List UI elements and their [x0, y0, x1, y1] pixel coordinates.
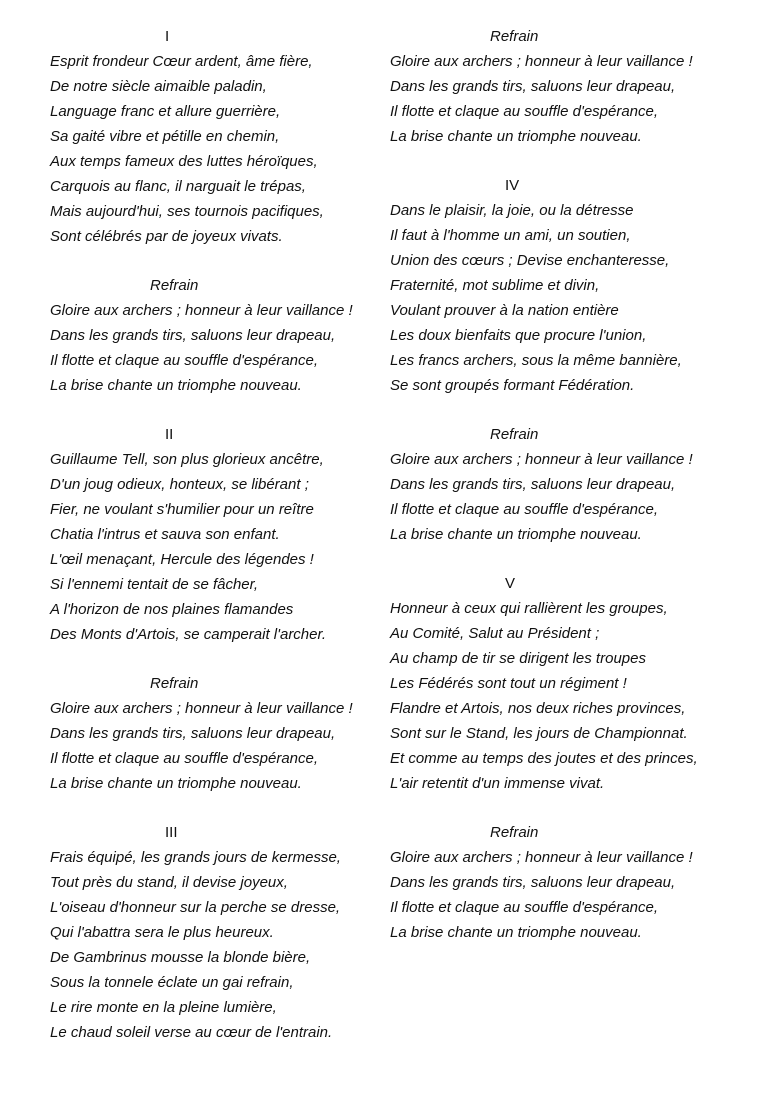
verse-line: Le chaud soleil verse au cœur de l'entrain.: [50, 1024, 333, 1041]
verse-line: Des Monts d'Artois, se camperait l'archer.: [50, 626, 327, 643]
verse-line: Au Comité, Salut au Président ;: [390, 625, 600, 642]
verse-line: L'œil menaçant, Hercule des légendes !: [50, 551, 314, 568]
verse-line: Sous la tonnele éclate un gai refrain,: [50, 974, 294, 991]
verse-line: Les Fédérés sont tout un régiment !: [390, 675, 627, 692]
refrain-stanza: [390, 820, 710, 945]
verse-line: Et comme au temps des joutes et des princes,: [390, 750, 698, 767]
verse-line: De notre siècle aimaible paladin,: [50, 78, 267, 95]
refrain-heading: Refrain: [490, 824, 539, 841]
verse-line: La brise chante un triomphe nouveau.: [50, 377, 302, 394]
verse-line: La brise chante un triomphe nouveau.: [390, 526, 642, 543]
verse-line: Les francs archers, sous la même bannière,: [390, 352, 682, 369]
verse-line: Dans les grands tirs, saluons leur drapeau,: [390, 874, 676, 891]
verse-line: La brise chante un triomphe nouveau.: [390, 924, 642, 941]
verse-stanza: [50, 422, 370, 647]
verse-stanza: [50, 24, 370, 249]
verse-line: Tout près du stand, il devise joyeux,: [50, 874, 288, 891]
verse-line: Il flotte et claque au souffle d'espérance,: [390, 103, 659, 120]
verse-line: Flandre et Artois, nos deux riches provinces,: [390, 700, 686, 717]
refrain-heading: Refrain: [150, 675, 199, 692]
verse-line: Gloire aux archers ; honneur à leur vaillance !: [390, 451, 693, 468]
verse-line: Frais équipé, les grands jours de kermesse,: [50, 849, 341, 866]
verse-line: Gloire aux archers ; honneur à leur vaillance !: [390, 53, 693, 70]
verse-line: Dans les grands tirs, saluons leur drapeau,: [390, 476, 676, 493]
verse-line: Chatia l'intrus et sauva son enfant.: [50, 526, 280, 543]
verse-line: Les doux bienfaits que procure l'union,: [390, 327, 647, 344]
verse-line: Sont sur le Stand, les jours de Championnat.: [390, 725, 688, 742]
verse-line: Il faut à l'homme un ami, un soutien,: [390, 227, 631, 244]
verse-line: L'air retentit d'un immense vivat.: [390, 775, 605, 792]
verse-line: Gloire aux archers ; honneur à leur vaillance !: [50, 302, 353, 319]
verse-number: III: [165, 824, 178, 841]
verse-line: Mais aujourd'hui, ses tournois pacifiques,: [50, 203, 324, 220]
verse-number: IV: [505, 177, 520, 194]
left-column: [50, 24, 370, 1069]
verse-line: Voulant prouver à la nation entière: [390, 302, 619, 319]
verse-line: Le rire monte en la pleine lumière,: [50, 999, 277, 1016]
verse-stanza: [50, 820, 370, 1045]
verse-line: Il flotte et claque au souffle d'espérance,: [50, 750, 319, 767]
verse-line: Language franc et allure guerrière,: [50, 103, 281, 120]
verse-line: Qui l'abattra sera le plus heureux.: [50, 924, 274, 941]
verse-line: Dans les grands tirs, saluons leur drapeau,: [50, 327, 336, 344]
verse-number: II: [165, 426, 174, 443]
verse-number: V: [505, 575, 516, 592]
verse-line: A l'horizon de nos plaines flamandes: [50, 601, 294, 618]
verse-line: Dans les grands tirs, saluons leur drapeau,: [390, 78, 676, 95]
right-column: [390, 24, 710, 969]
verse-number: I: [165, 28, 170, 45]
verse-line: Dans le plaisir, la joie, ou la détresse: [390, 202, 634, 219]
verse-line: Si l'ennemi tentait de se fâcher,: [50, 576, 258, 593]
verse-line: Se sont groupés formant Fédération.: [390, 377, 635, 394]
verse-line: Dans les grands tirs, saluons leur drapeau,: [50, 725, 336, 742]
verse-line: Sont célébrés par de joyeux vivats.: [50, 228, 283, 245]
verse-stanza: [390, 571, 710, 796]
verse-line: Carquois au flanc, il narguait le trépas,: [50, 178, 306, 195]
verse-line: La brise chante un triomphe nouveau.: [390, 128, 642, 145]
verse-line: Il flotte et claque au souffle d'espérance,: [390, 899, 659, 916]
verse-line: Union des cœurs ; Devise enchanteresse,: [390, 252, 670, 269]
verse-line: L'oiseau d'honneur sur la perche se dresse,: [50, 899, 341, 916]
verse-line: Aux temps fameux des luttes héroïques,: [50, 153, 318, 170]
verse-line: Il flotte et claque au souffle d'espérance,: [50, 352, 319, 369]
verse-line: D'un joug odieux, honteux, se libérant ;: [50, 476, 309, 493]
verse-line: De Gambrinus mousse la blonde bière,: [50, 949, 311, 966]
refrain-stanza: [50, 671, 370, 796]
verse-line: Au champ de tir se dirigent les troupes: [390, 650, 646, 667]
verse-line: Fier, ne voulant s'humilier pour un reître: [50, 501, 314, 518]
verse-stanza: [390, 173, 710, 398]
verse-line: Sa gaité vibre et pétille en chemin,: [50, 128, 280, 145]
verse-line: Fraternité, mot sublime et divin,: [390, 277, 600, 294]
verse-line: Gloire aux archers ; honneur à leur vaillance !: [50, 700, 353, 717]
verse-line: Il flotte et claque au souffle d'espérance,: [390, 501, 659, 518]
verse-line: La brise chante un triomphe nouveau.: [50, 775, 302, 792]
verse-line: Esprit frondeur Cœur ardent, âme fière,: [50, 53, 313, 70]
refrain-stanza: [390, 24, 710, 149]
refrain-stanza: [50, 273, 370, 398]
refrain-heading: Refrain: [490, 426, 539, 443]
refrain-heading: Refrain: [150, 277, 199, 294]
refrain-stanza: [390, 422, 710, 547]
verse-line: Guillaume Tell, son plus glorieux ancêtre,: [50, 451, 324, 468]
refrain-heading: Refrain: [490, 28, 539, 45]
verse-line: Gloire aux archers ; honneur à leur vaillance !: [390, 849, 693, 866]
verse-line: Honneur à ceux qui rallièrent les groupes,: [390, 600, 668, 617]
